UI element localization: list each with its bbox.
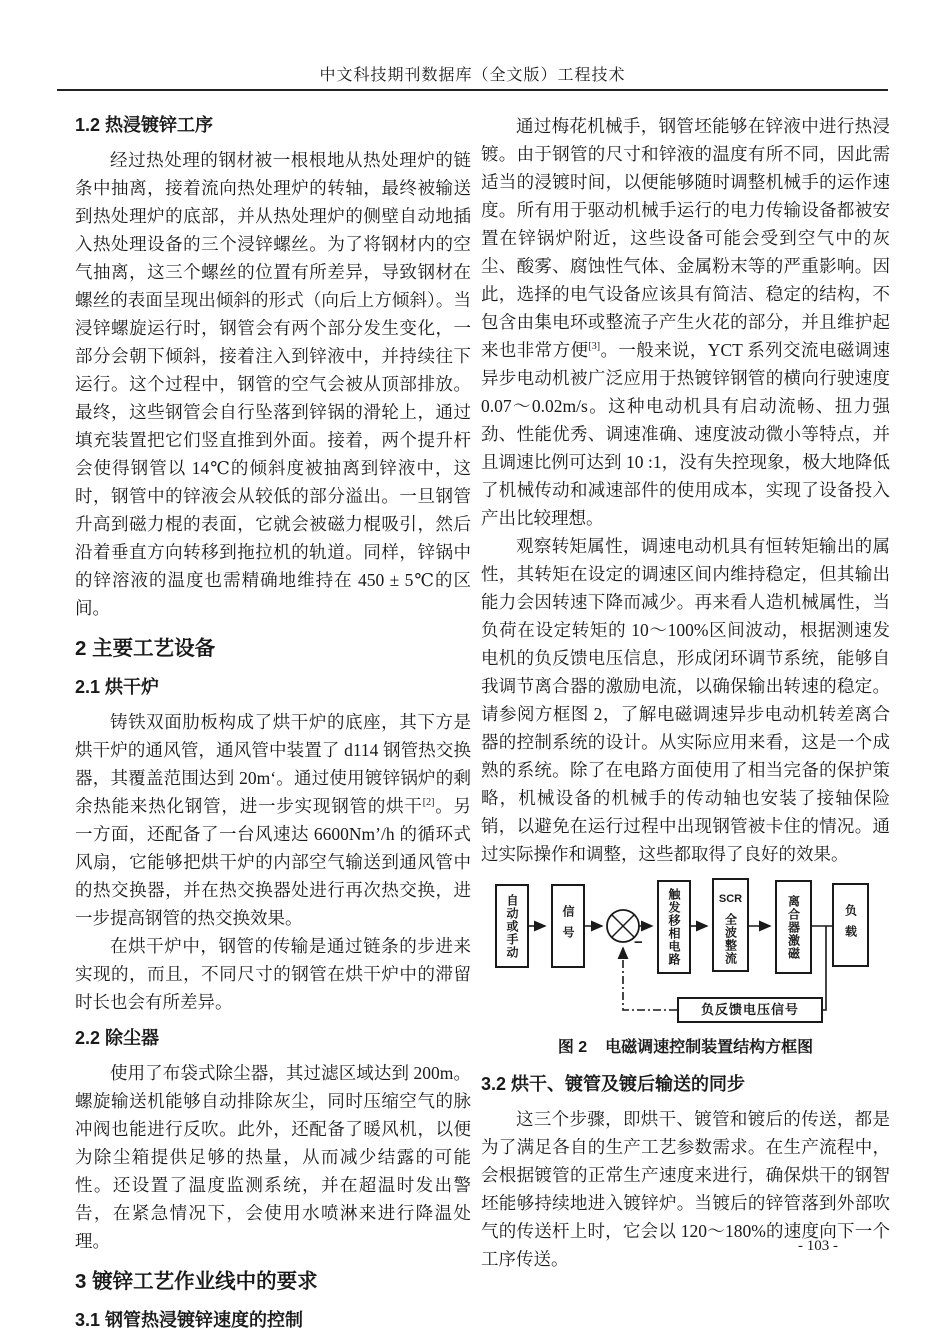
header-rule	[57, 89, 888, 91]
minus-sign: −	[634, 934, 643, 951]
citation-ref-3: [3]	[588, 341, 601, 353]
section-2-1-heading: 2.1 烘干炉	[75, 677, 160, 697]
paragraph-manipulator	[481, 112, 890, 532]
box-label: 信号	[561, 905, 575, 947]
section-1-2-heading: 1.2 热浸镀锌工序	[75, 115, 214, 135]
paragraph-dust-collector: 使用了布袋式除尘器，其过滤区域达到 200m。螺旋输送机能够自动排除灰尘，同时压缩空气的脉冲阀也能进行反吹。此外，还配备了暖风机，以便为除尘箱提供足够的热量，从而减少结露的可能性。还设置了温度监测系统，并在超温时发出警告，在紧急情况下，会使用水喷淋来进行降温处理。	[75, 1063, 471, 1251]
diagram-box-signal	[551, 884, 585, 968]
right-column	[481, 112, 890, 1273]
box-label: 离合器激磁	[786, 894, 801, 960]
section-2-heading: 2 主要工艺设备	[75, 637, 216, 660]
diagram-box-scr-rectifier	[712, 878, 749, 972]
box-label: 负反馈电压信号	[700, 1002, 799, 1017]
figure-2-block-diagram	[481, 876, 890, 1034]
box-label: 自动或手动	[505, 893, 519, 959]
figure-number: 图 2	[557, 1039, 588, 1056]
paragraph-chain-transfer: 在烘干炉中，钢管的传输是通过链条的步进来实现的，而且，不同尺寸的钢管在烘干炉中的滞留时长也会有所差异。	[75, 936, 471, 1012]
diagram-box-clutch-excitation	[775, 880, 812, 974]
journal-header: 中文科技期刊数据库（全文版）工程技术	[319, 67, 626, 84]
paragraph-synchronization: 这三个步骤，即烘干、镀管和镀后的传送，都是为了满足各自的生产工艺参数需求。在生产流程中，会根据镀管的正常生产速度来进行，确保烘干的钢智坯能够持续地进入镀锌炉。当镀后的锌管落到外部吹气的传送杆上时，它会以 120～180%的速度向下一个工序传送。	[481, 1109, 890, 1269]
paragraph-drying-furnace	[75, 708, 471, 932]
paragraph-text: 。另一方面，还配备了一台风速达 6600Nm’/h 的循环式风扇，它能够把烘干炉的内部空气输送到通风管中的热交换器，并在热交换器处进行再次热交换，进一步提高钢管的热交换效果。	[75, 796, 472, 928]
box-label: 负载	[843, 904, 858, 946]
citation-ref-2: [2]	[422, 797, 435, 809]
diagram-box-feedback-voltage	[677, 997, 823, 1023]
box-label-scr: SCR	[718, 893, 743, 905]
diagram-box-load	[832, 883, 869, 967]
section-2-2-heading: 2.2 除尘器	[75, 1028, 160, 1048]
paragraph-galvanizing-process: 经过热处理的钢材被一根根地从热处理炉的链条中抽离，接着流向热处理炉的转轴，最终被输送到热处理炉的底部，并从热处理炉的侧壁自动地插入热处理设备的三个浸锌螺丝。为了将钢材内的空气抽离，这三个螺丝的位置有所差异，导致钢材在螺丝的表面呈现出倾斜的形式（向后上方倾斜）。当浸锌螺旋运行时，钢管会有两个部分发生变化，一部分会朝下倾斜，接着注入到锌液中，并持续往下运行。这个过程中，钢管的空气会被从顶部排放。最终，这些钢管会自行坠落到锌锅的滑轮上，通过填充装置把它们竖直推到外面。接着，两个提升杆会使得钢管以 14℃的倾斜度被抽离到锌液中，这时，钢管中的锌液会从较低的部分溢出。一旦钢管升高到磁力棍的表面，它就会被磁力棍吸引，然后沿着垂直方向转移到拖拉机的轨道。同样，锌锅中的锌溶液的温度也需精确地维持在 450 ± 5℃的区间。	[75, 150, 471, 618]
section-3-2-heading: 3.2 烘干、镀管及镀后输送的同步	[481, 1074, 746, 1094]
diagram-box-trigger-phase-shift	[657, 880, 691, 974]
paragraph-text: 通过梅花机械手，钢管坯能够在锌液中进行热浸镀。由于钢管的尺寸和锌液的温度有所不同，因此需适当的浸镀时间，以便能够随时调整机械手的运作速度。所有用于驱动机械手运行的电力传输设备都被安置在锌锅炉附近，这些设备可能会受到空气中的灰尘、酸雾、腐蚀性气体、金属粉末等的严重影响。因此，选择的电气设备应该具有简洁、稳定的结构，不包含由集电环或整流子产生火花的部分，并且维护起来也非常方便	[481, 116, 890, 360]
figure-title: 电磁调速控制装置结构方框图	[605, 1039, 814, 1056]
diagram-box-auto-manual	[495, 884, 529, 968]
figure-2-caption	[481, 1034, 890, 1062]
paragraph-text: 铸铁双面肋板构成了烘干炉的底座，其下方是烘干炉的通风管，通风管中装置了 d114 钢管热交换器，其覆盖范围达到 20m‘。通过使用镀锌锅炉的剩余热能来热化钢管，进一步实现钢管的烘干	[75, 712, 471, 816]
page-number: - 103 -	[798, 1238, 838, 1254]
box-label: 全波整流	[723, 913, 738, 965]
section-3-heading: 3 镀锌工艺作业线中的要求	[75, 1270, 318, 1293]
paragraph-text: 。一般来说，YCT 系列交流电磁调速异步电动机被广泛应用于热镀锌钢管的横向行驶速度 0.07～0.02m/s。这种电动机具有启动流畅、扭力强劲、性能优秀、调速准确、速度波动微小等特点，并且调速比例可达到 10 :1，没有失控现象，极大地降低了机械传动和减速部件的使用成本，实现了设备投入产出比较理想。	[481, 340, 891, 528]
section-3-1-heading: 3.1 钢管热浸镀锌速度的控制	[75, 1310, 304, 1330]
box-label: 触发移相电路	[667, 888, 681, 966]
left-column	[75, 112, 471, 1336]
paragraph-torque-control: 观察转矩属性，调速电动机具有恒转矩输出的属性，其转矩在设定的调速区间内维持稳定，但其输出能力会因转速下降而减少。再来看人造机械属性，当负荷在设定转矩的 10～100%区间波动，根据测速发电机的负反馈电压信息，形成闭环调节系统，能够自我调节离合器的激励电流，以确保输出转速的稳定。请参阅方框图 2，了解电磁调速异步电动机转差离合器的控制系统的设计。从实际应用来看，这是一个成熟的系统。除了在电路方面使用了相当完备的保护策略，机械设备的机械手的传动轴也安装了接轴保险销，以避免在运行过程中出现钢管被卡住的情况。通过实际操作和调整，这些都取得了良好的效果。	[481, 536, 890, 864]
